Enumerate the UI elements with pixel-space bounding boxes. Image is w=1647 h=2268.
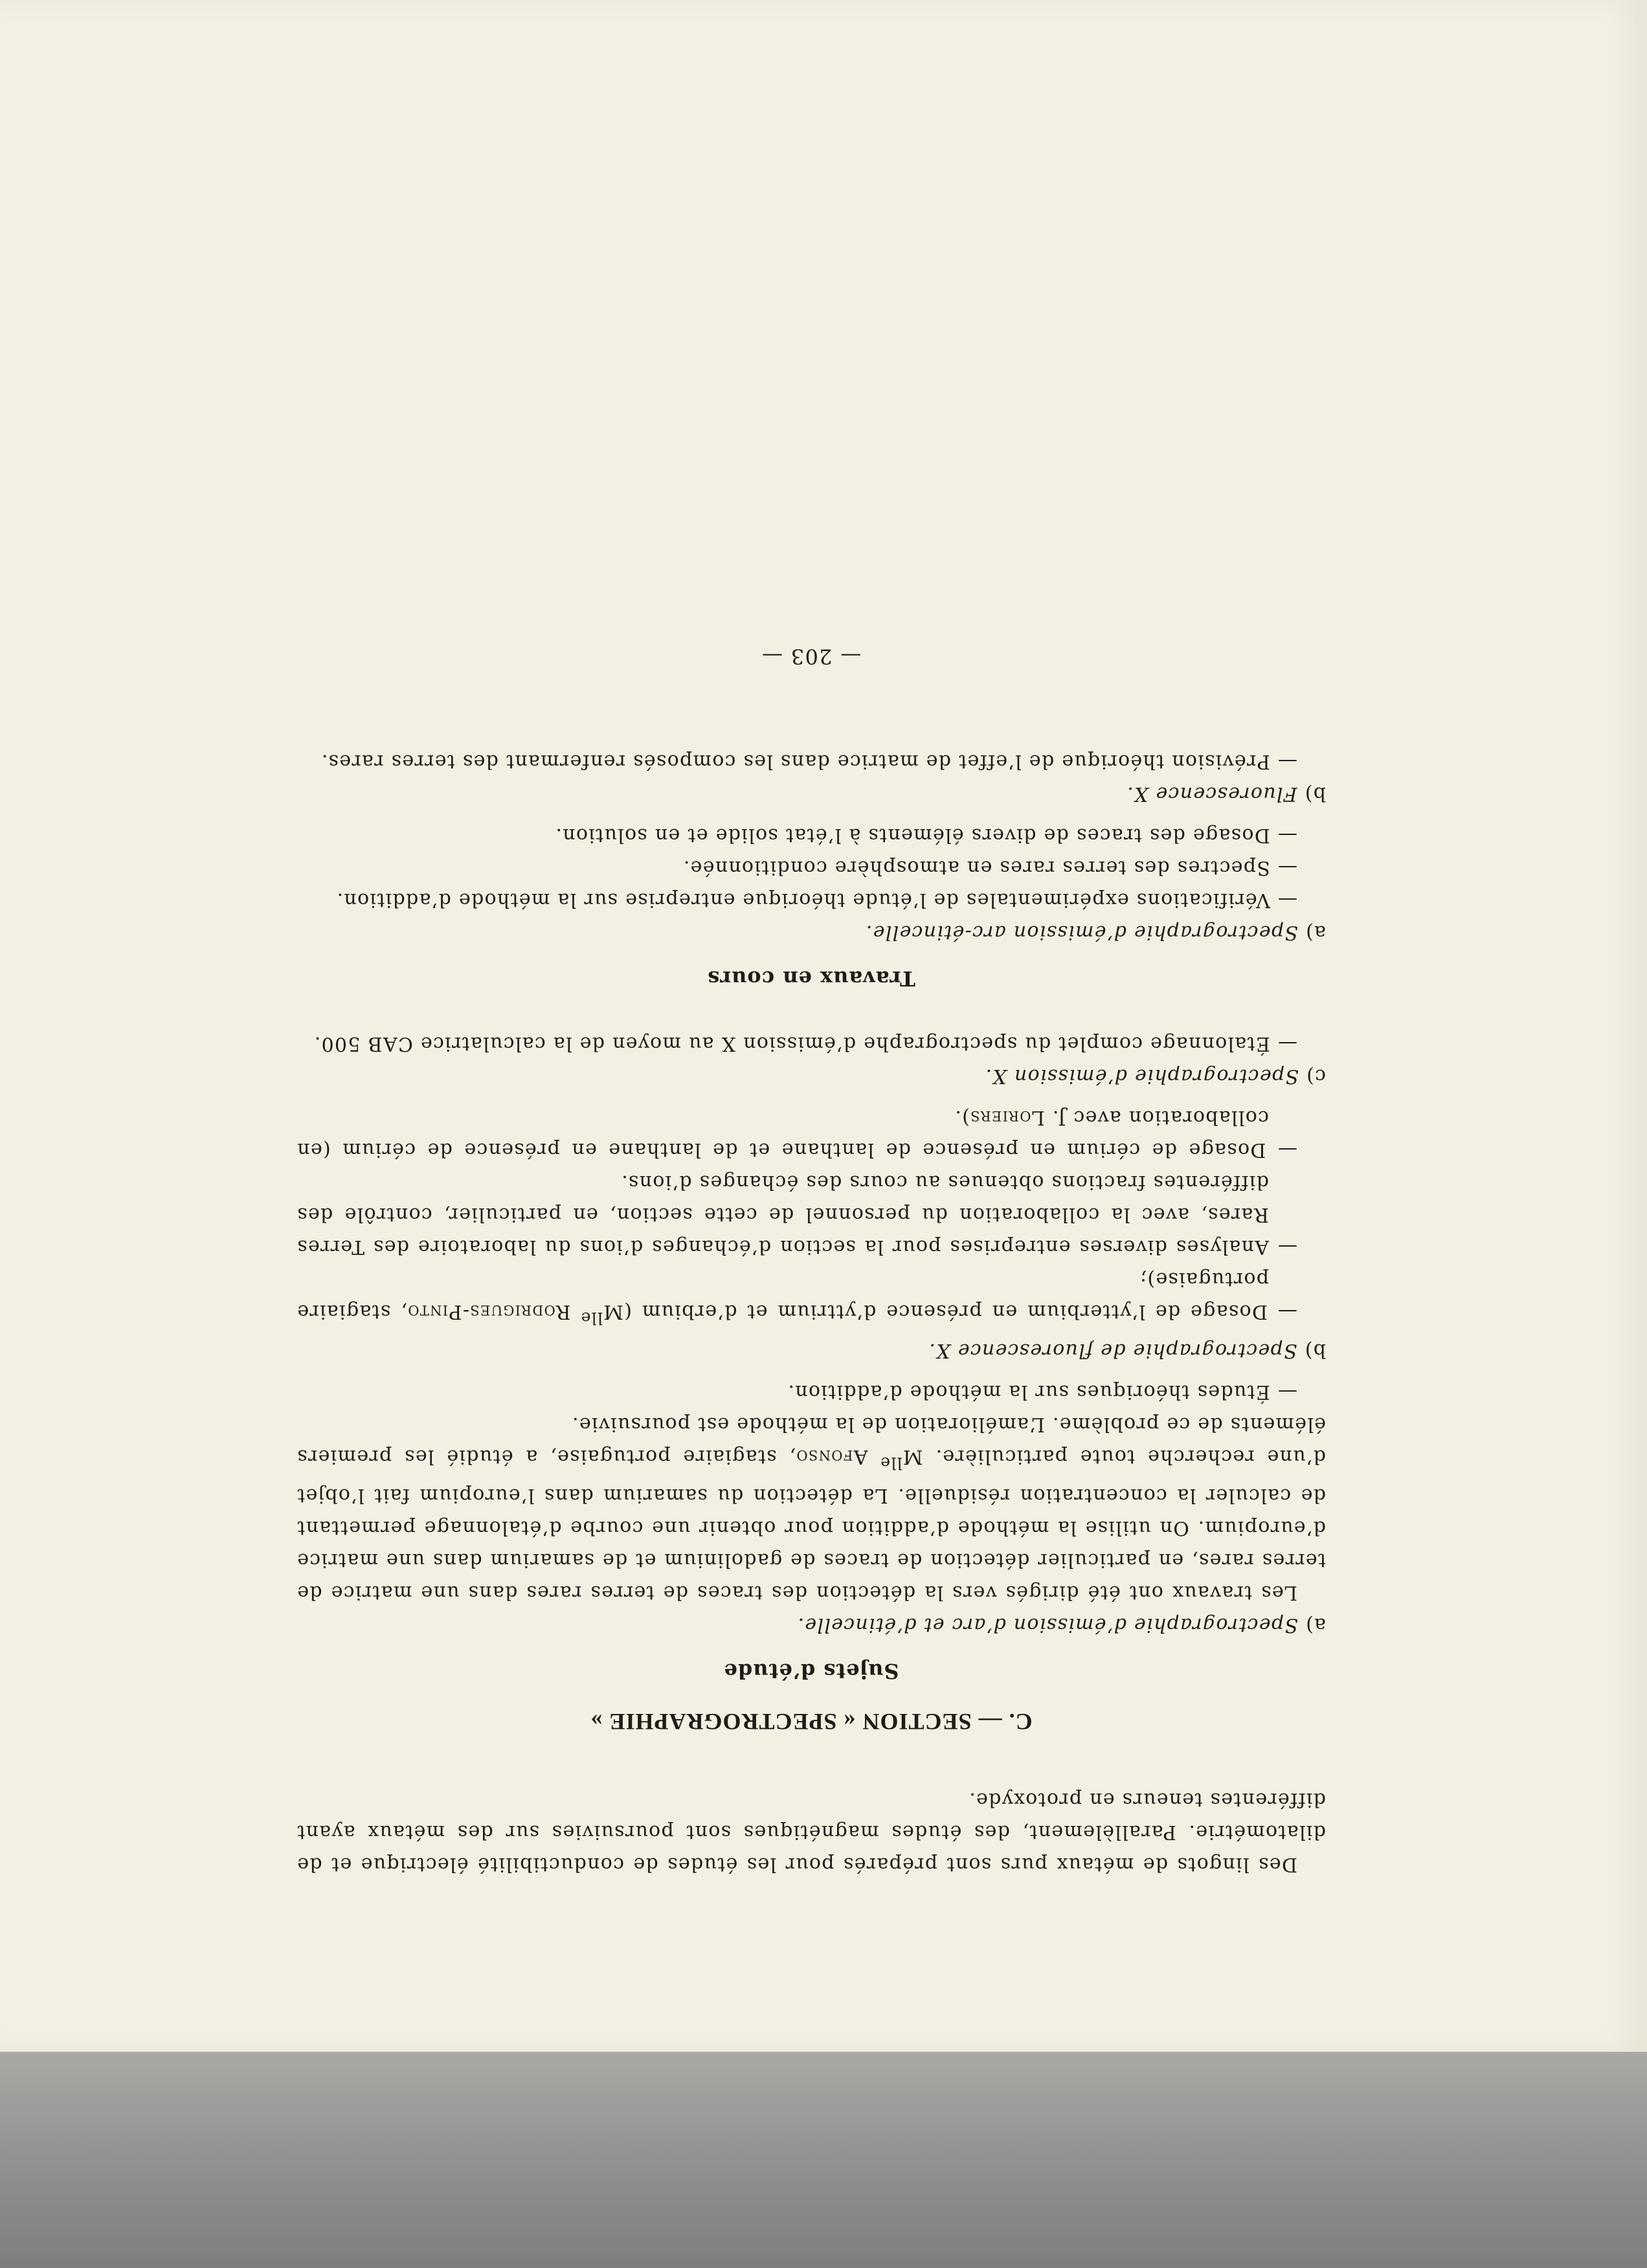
list-item: — Étalonnage complet du spectrographe d’émission X au moyen de la calculatrice CAB 500. <box>313 1032 1297 1055</box>
list-item: — Études théoriques sur la méthode d’addition. <box>787 1381 1297 1403</box>
subsection-c-emission-x <box>297 1060 1326 1092</box>
person-name: Rodrigues-Pinto <box>407 1300 581 1323</box>
scanner-background <box>0 2052 1647 2268</box>
section-title: C. — SECTION « SPECTROGRAPHIE » <box>590 1709 1033 1735</box>
subsection-letter: b) <box>1297 1339 1326 1362</box>
heading-travaux-en-cours: Travaux en cours <box>707 966 915 991</box>
subsection-letter: b) <box>1297 783 1326 805</box>
paragraph-detection-traces: Les travaux ont été dirigés vers la détection des traces de terres rares dans une matrice de terres rares, en particulier détection de traces de gadolinium et de samarium dans une matrice d’europium. On utilise la méthode d’addition pour obtenir une courbe d’étalonnage permettant de calculer la concentration résiduelle. La détection du samarium dans l’europium fait l’objet d’une recherche toute particulière. $M^{lle}$ Afonso, stagiaire portugaise, a étudié les premiers éléments de ce problème. L’amélioration de la méthode est poursuivie. <box>297 1413 1326 1604</box>
subsection-title: Spectrographie d’émission d’arc et d’étincelle. <box>797 1614 1298 1636</box>
subsection-title: Spectrographie d’émission X. <box>985 1065 1299 1087</box>
subsection-b-fluorescence <box>297 1334 1326 1366</box>
person-name: Afonso <box>796 1445 880 1468</box>
subsection-b-fluorescence-cours <box>297 777 1326 810</box>
heading-sujets-etude: Sujets d’étude <box>723 1659 899 1684</box>
person-name: Loriers <box>969 1106 1045 1129</box>
list-item: — Vérifications expérimentales de l’étude théorique entreprise sur la méthode d’addition. <box>336 889 1297 911</box>
list-item: — Prévision théorique de l’effet de matrice dans les composés renfermant des terres rares. <box>320 750 1297 773</box>
page-content <box>297 619 1326 1880</box>
subsection-a-arc-etincelle <box>297 1608 1326 1641</box>
subsection-title: Spectrographie de fluorescence X. <box>928 1339 1297 1362</box>
subsection-letter: a) <box>1297 1614 1326 1636</box>
subsection-letter: a) <box>1297 921 1326 944</box>
list-item: — Dosage de cérium en présence de lanthane et de lanthane en présence de cérium (en collaboration avec J. Loriers). <box>297 1106 1297 1161</box>
subsection-a-arc-etincelle-cours <box>297 916 1326 948</box>
subsection-title: Spectrographie d’émission arc-étincelle. <box>865 921 1298 944</box>
subsection-letter: c) <box>1299 1065 1326 1087</box>
page-number: — 203 — <box>761 644 862 669</box>
list-item: — Dosage de l’ytterbium en présence d’yttrium et d’erbium ($M^{lle}$ Rodrigues-Pinto, stagiaire portugaise); <box>297 1268 1297 1328</box>
list-item: — Dosage des traces de divers éléments à l’état solide et en solution. <box>555 824 1297 847</box>
intro-paragraph: Des lingots de métaux purs sont préparés pour les études de conductibilité électrique et de dilatométrie. Parallèlement, des études magnétiques sont poursuivies sur des métaux ayant différentes teneurs en protoxyde. <box>297 1788 1326 1876</box>
subsection-title: Fluorescence X. <box>1126 783 1297 805</box>
list-item: — Analyses diverses entreprises pour la section d’échanges d’ions du laboratoire des Terres Rares, avec la collaboration du personnel de cette section, en particulier, contrôle des différentes fractions obtenues au cours des échanges d’ions. <box>297 1171 1297 1258</box>
list-item: — Spectres des terres rares en atmosphère conditionnée. <box>682 856 1297 879</box>
